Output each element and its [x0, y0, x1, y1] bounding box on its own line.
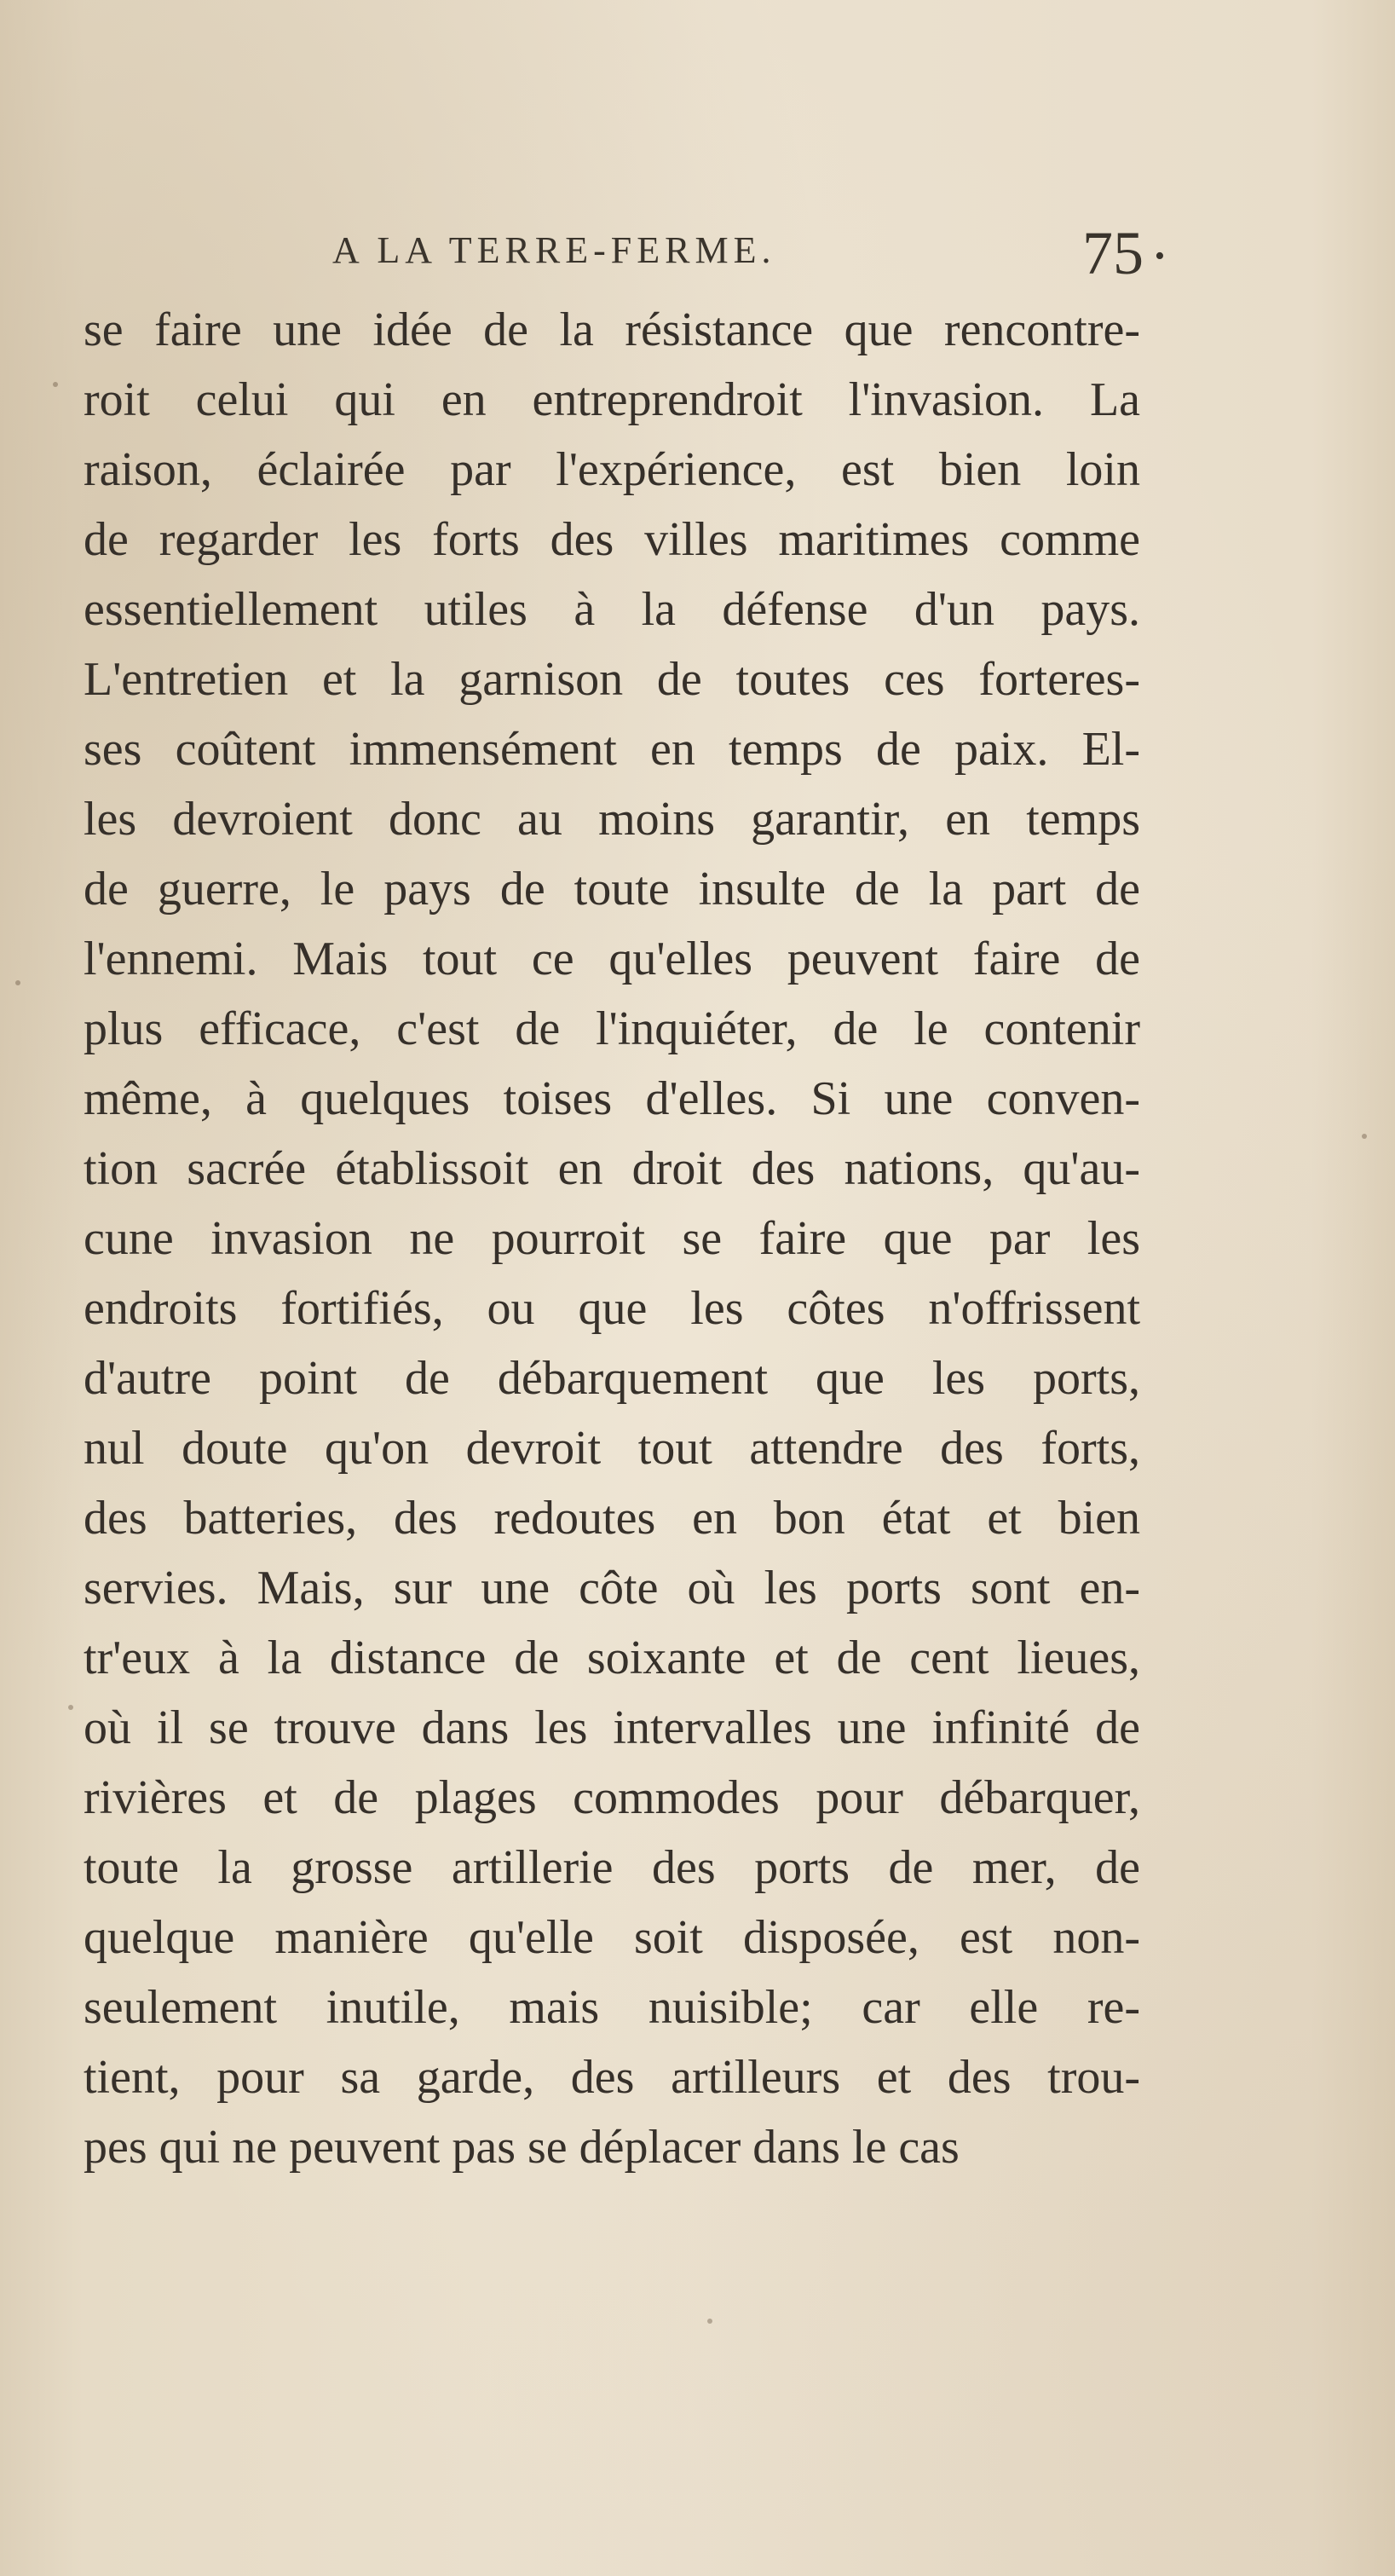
text-line: servies. Mais, sur une côte où les ports sont en-: [84, 1562, 1140, 1614]
paper-speck: [707, 2319, 712, 2324]
paper-speck: [53, 382, 58, 387]
text-line: des batteries, des redoutes en bon état et bien: [84, 1492, 1140, 1545]
text-line: de guerre, le pays de toute insulte de la part de: [84, 863, 1140, 915]
text-line: endroits fortifiés, ou que les côtes n'offrissent: [84, 1282, 1140, 1335]
text-line: cune invasion ne pourroit se faire que par les: [84, 1212, 1140, 1265]
text-line: ses coûtent immensément en temps de paix. El-: [84, 723, 1140, 776]
paper-speck: [1362, 1134, 1367, 1139]
text-line: pes qui ne peuvent pas se déplacer dans le cas: [84, 2121, 960, 2174]
text-line: même, à quelques toises d'elles. Si une conven-: [84, 1072, 1140, 1125]
text-line: rivières et de plages commodes pour débarquer,: [84, 1771, 1140, 1824]
text-line: seulement inutile, mais nuisible; car elle re-: [84, 1981, 1140, 2034]
text-line: l'ennemi. Mais tout ce qu'elles peuvent faire de: [84, 933, 1140, 985]
text-line: essentiellement utiles à la défense d'un pays.: [84, 583, 1140, 636]
running-head-title: A LA TERRE-FERME.: [332, 229, 776, 271]
text-line: quelque manière qu'elle soit disposée, est non-: [84, 1911, 1140, 1964]
paper-speck: [68, 1705, 73, 1710]
text-line: tient, pour sa garde, des artilleurs et des trou-: [84, 2051, 1140, 2104]
text-line: les devroient donc au moins garantir, en temps: [84, 793, 1140, 846]
text-line: se faire une idée de la résistance que rencontre-: [84, 303, 1140, 356]
text-line: L'entretien et la garnison de toutes ces forteres-: [84, 653, 1140, 706]
page-mark: •: [1155, 240, 1165, 272]
text-line: où il se trouve dans les intervalles une infinité de: [84, 1701, 1140, 1754]
text-line: plus efficace, c'est de l'inquiéter, de le contenir: [84, 1002, 1140, 1055]
text-line: tr'eux à la distance de soixante et de cent lieues,: [84, 1632, 1140, 1684]
text-line: de regarder les forts des villes maritimes comme: [84, 513, 1140, 566]
page-number: 75: [1082, 219, 1144, 287]
text-line: roit celui qui en entreprendroit l'invasion. La: [84, 373, 1140, 426]
paper-speck: [15, 980, 20, 985]
running-head: [332, 219, 1165, 287]
text-line: toute la grosse artillerie des ports de mer, de: [84, 1841, 1140, 1894]
text-line: d'autre point de débarquement que les ports,: [84, 1352, 1140, 1405]
body-text: [84, 295, 1140, 2182]
text-line: nul doute qu'on devroit tout attendre des forts,: [84, 1422, 1140, 1475]
text-line: tion sacrée établissoit en droit des nations, qu'au-: [84, 1142, 1140, 1195]
text-line: raison, éclairée par l'expérience, est bien loin: [84, 443, 1140, 496]
